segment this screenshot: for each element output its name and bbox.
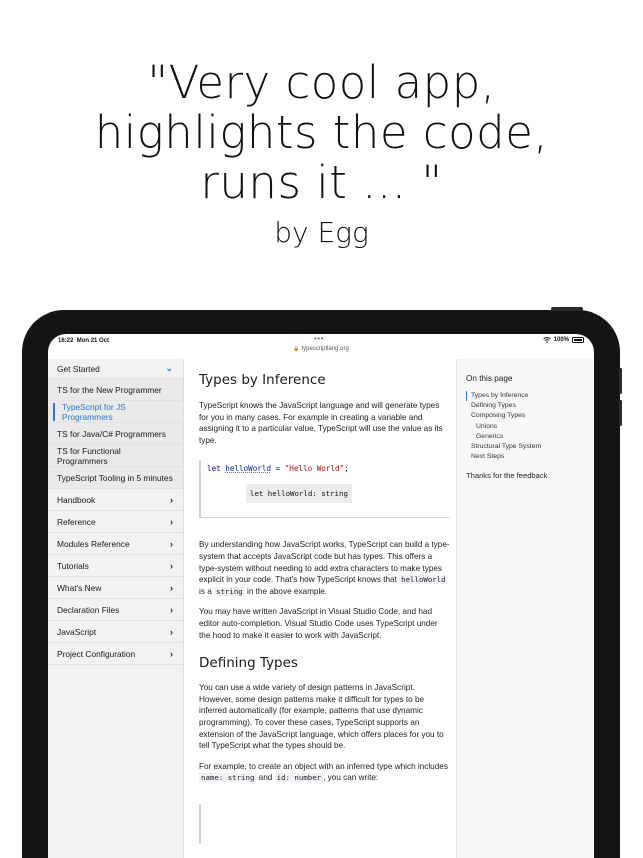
chevron-right-icon: ›: [170, 626, 173, 637]
chevron-right-icon: ›: [170, 516, 173, 527]
volume-down-button: [619, 400, 622, 426]
toc-link-generics[interactable]: Generics: [476, 432, 504, 440]
toc-link-next-steps[interactable]: Next Steps: [471, 453, 505, 461]
sidebar-subitem-functional[interactable]: TS for Functional Programmers: [48, 445, 183, 467]
paragraph: You can use a wide variety of design patterns in JavaScript. However, some design patterns make it difficult for types to be inferred automatically (for example, patterns that use dynamic programming). To cover these cases, TypeScript supports an extension of the JavaScript language, which offers places for you to tell TypeScript what the types should be.: [199, 683, 444, 751]
headline-line-1: "Very cool app,: [147, 56, 496, 109]
power-button: [551, 307, 583, 311]
toc-link-types-by-inference[interactable]: Types by Inference: [466, 391, 594, 401]
inline-code: id: number: [276, 773, 322, 783]
status-bar: [48, 334, 594, 346]
headline-quote: [0, 58, 643, 208]
code-sample: [199, 460, 450, 518]
status-time: 16:22 Mon 21 Oct: [58, 338, 110, 344]
code-border: [199, 460, 201, 518]
battery-status: [543, 337, 584, 343]
multitask-dots-icon[interactable]: •••: [314, 334, 324, 343]
paragraph: For example, to create an object with an inferred type which includes name: string and id: number , you can write:: [199, 761, 448, 783]
code-sample-2: [199, 804, 450, 844]
sidebar-item-modules-reference[interactable]: Modules Reference ›: [48, 533, 183, 555]
chevron-right-icon: ›: [170, 648, 173, 659]
chevron-right-icon: ›: [170, 582, 173, 593]
inline-code: name: string: [201, 773, 255, 783]
sidebar-item-tutorials[interactable]: Tutorials ›: [48, 555, 183, 577]
toc-link-composing-types[interactable]: Composing Types: [471, 412, 526, 420]
headline-line-3: runs it ... ": [200, 156, 443, 209]
sidebar-item-reference[interactable]: Reference ›: [48, 511, 183, 533]
sidebar-nav: [48, 359, 184, 858]
sidebar-subitem-js-programmers[interactable]: TypeScript for JS Programmers: [48, 401, 183, 423]
paragraph: By understanding how JavaScript works, TypeScript can build a type-system that accepts JavaScript code but has types. This offers a type-system without needing to add extra characters to make types explicit in your code. That's how TypeScript knows that helloWorld is a string in the above example.: [199, 540, 450, 596]
article-content: [199, 359, 450, 858]
sidebar-item-declaration-files[interactable]: Declaration Files ›: [48, 599, 183, 621]
inline-code: string: [216, 586, 243, 596]
page-title: Types by Inference: [199, 372, 326, 388]
chevron-right-icon: ›: [170, 560, 173, 571]
url-text: typescriptlang.org: [301, 346, 349, 352]
toc-title: On this page: [466, 374, 513, 383]
toc-link-structural-type-system[interactable]: Structural Type System: [471, 443, 542, 451]
battery-percent: 100%: [553, 337, 569, 343]
sidebar-item-project-configuration[interactable]: Project Configuration ›: [48, 643, 183, 665]
chevron-right-icon: ›: [170, 538, 173, 549]
headline-line-2: highlights the code,: [94, 106, 549, 159]
toc-link-unions[interactable]: Unions: [476, 422, 498, 430]
feedback-message: Thanks for the feedback: [466, 471, 548, 481]
tablet-screen: [48, 334, 594, 858]
paragraph: You may have written JavaScript in Visual Studio Code, and had editor auto-completion. Visual Studio Code uses TypeScript under the hood to make it easier to work with JavaScript.: [199, 607, 438, 640]
sidebar-subitem-tooling[interactable]: TypeScript Tooling in 5 minutes: [48, 467, 183, 489]
chevron-right-icon: ›: [170, 604, 173, 615]
toc-link-defining-types[interactable]: Defining Types: [471, 402, 516, 410]
chevron-right-icon: ›: [170, 494, 173, 505]
code-identifier[interactable]: helloWorld: [225, 464, 272, 474]
code-line: let helloWorld = "Hello World";: [207, 464, 349, 474]
url-bar[interactable]: [48, 346, 594, 358]
chevron-down-icon: ⌄: [165, 363, 173, 373]
byline: by Egg: [274, 216, 369, 249]
code-border: [199, 804, 201, 844]
sidebar-item-whats-new[interactable]: What's New ›: [48, 577, 183, 599]
lock-icon: 🔒: [293, 346, 300, 352]
table-of-contents: [456, 359, 594, 858]
toc-list: [466, 391, 594, 462]
inline-code: helloWorld: [401, 575, 446, 585]
section-heading: Defining Types: [199, 655, 298, 672]
sidebar-subitem-java-csharp[interactable]: TS for Java/C# Programmers: [48, 423, 183, 445]
sidebar-subitem-new-programmer[interactable]: TS for the New Programmer: [48, 379, 183, 401]
sidebar-item-handbook[interactable]: Handbook ›: [48, 489, 183, 511]
type-tooltip: let helloWorld: string: [246, 484, 352, 503]
paragraph: TypeScript knows the JavaScript language and will generate types for you in many cases. For example in creating a variable and assigning it to a particular value, TypeScript will use the value as its type.: [199, 401, 443, 445]
sidebar-item-label: Get Started: [57, 363, 100, 374]
sidebar-item-javascript[interactable]: JavaScript ›: [48, 621, 183, 643]
battery-icon: [572, 337, 584, 343]
volume-up-button: [619, 368, 622, 394]
sidebar-item-get-started[interactable]: [48, 359, 183, 379]
wifi-icon: [543, 337, 551, 343]
